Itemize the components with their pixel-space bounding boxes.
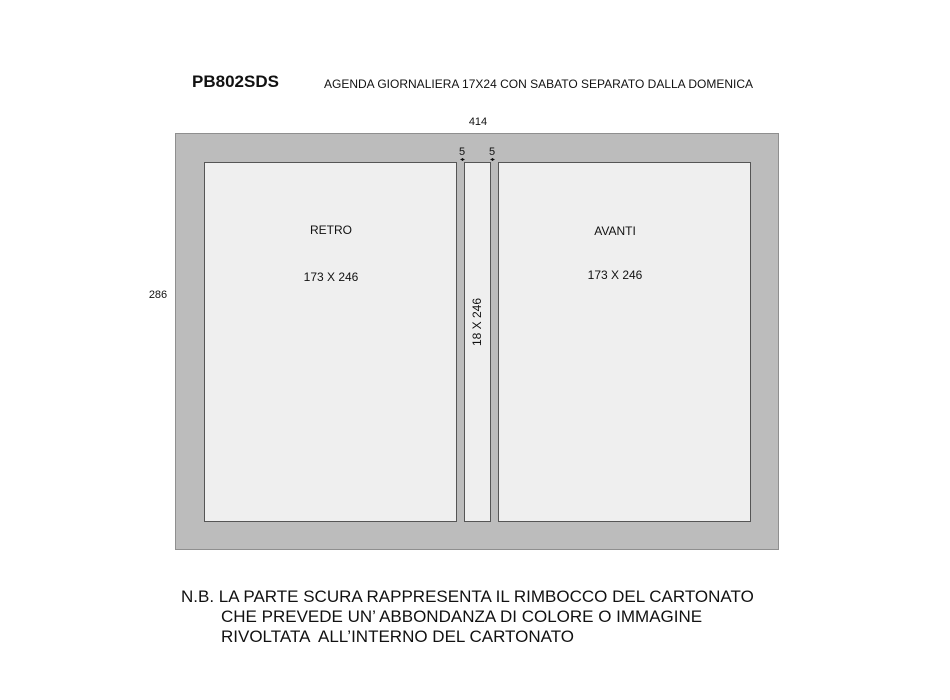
total-height-label: 286: [148, 289, 168, 301]
front-panel-size: 173 X 246: [587, 268, 643, 282]
left-gap-label: 5: [458, 146, 466, 158]
note-prefix: N.B.: [181, 587, 215, 606]
right-gap-arrows-icon: ◂▸: [489, 157, 495, 163]
front-cover-panel: [498, 162, 751, 522]
note-line-1: [181, 587, 754, 607]
back-panel-size: 173 X 246: [303, 270, 359, 284]
left-gap-arrows-icon: ◂▸: [459, 157, 465, 163]
right-gap-label: 5: [488, 146, 496, 158]
note-line-2: CHE PREVEDE UN’ ABBONDANZA DI COLORE O IMMAGINE: [221, 607, 703, 626]
note-block: [181, 587, 754, 647]
front-panel-title: AVANTI: [594, 224, 636, 238]
note-text-1: LA PARTE SCURA RAPPRESENTA IL RIMBOCCO DEL CARTONATO: [218, 587, 754, 606]
product-code: PB802SDS: [192, 72, 279, 91]
spine-size-label: 18 X 246: [470, 297, 484, 347]
back-panel-title: RETRO: [310, 223, 352, 237]
note-line-3: RIVOLTATA ALL’INTERNO DEL CARTONATO: [221, 627, 574, 646]
product-description: AGENDA GIORNALIERA 17X24 CON SABATO SEPARATO DALLA DOMENICA: [324, 77, 754, 91]
total-width-label: 414: [468, 116, 488, 128]
back-cover-panel: [204, 162, 457, 522]
